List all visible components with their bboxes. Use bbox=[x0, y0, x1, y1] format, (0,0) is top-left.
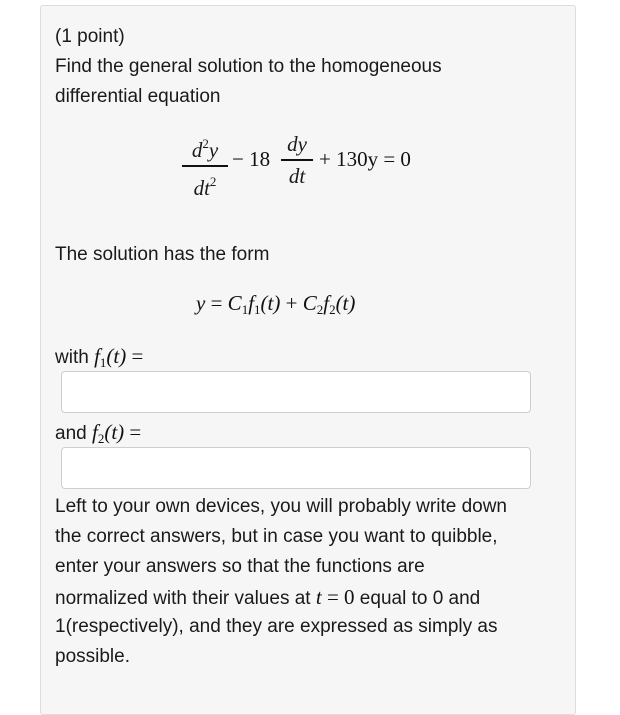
note-line-1: Left to your own devices, you will probably write down bbox=[55, 496, 508, 517]
prompt-line-1: Find the general solution to the homogeneous bbox=[55, 56, 442, 77]
first-derivative-numerator: dy bbox=[287, 132, 307, 156]
second-derivative-fraction bbox=[182, 132, 228, 200]
f1-answer-input[interactable] bbox=[61, 371, 531, 413]
note-line-3: enter your answers so that the functions are bbox=[55, 556, 425, 577]
minus-coefficient: − 18 bbox=[232, 147, 271, 171]
note-line-5: 1(respectively), and they are expressed as simply as bbox=[55, 616, 498, 637]
points-label: (1 point) bbox=[55, 26, 125, 47]
note-line-6: possible. bbox=[55, 646, 130, 667]
second-derivative-numerator: $d^2y$ bbox=[191, 136, 219, 162]
f1-label: with $f_1(t)$ = bbox=[55, 344, 144, 370]
form-label: The solution has the form bbox=[55, 244, 270, 265]
f2-answer-input[interactable] bbox=[61, 447, 531, 489]
note-line-2: the correct answers, but in case you want to quibble, bbox=[55, 526, 498, 547]
second-derivative-denominator: $dt^2$ bbox=[193, 173, 217, 200]
prompt-line-2: differential equation bbox=[55, 86, 221, 107]
note-line-4: normalized with their values at t = 0 equal to 0 and bbox=[55, 585, 481, 609]
first-derivative-fraction bbox=[281, 132, 313, 188]
solution-form-equation: $y = C_1f_1(t) + C_2f_2(t)$ bbox=[196, 291, 356, 317]
equation-rest: + 130y = 0 bbox=[319, 147, 411, 171]
f2-label: and $f_2(t)$ = bbox=[55, 420, 142, 446]
first-derivative-denominator: dt bbox=[288, 163, 306, 188]
